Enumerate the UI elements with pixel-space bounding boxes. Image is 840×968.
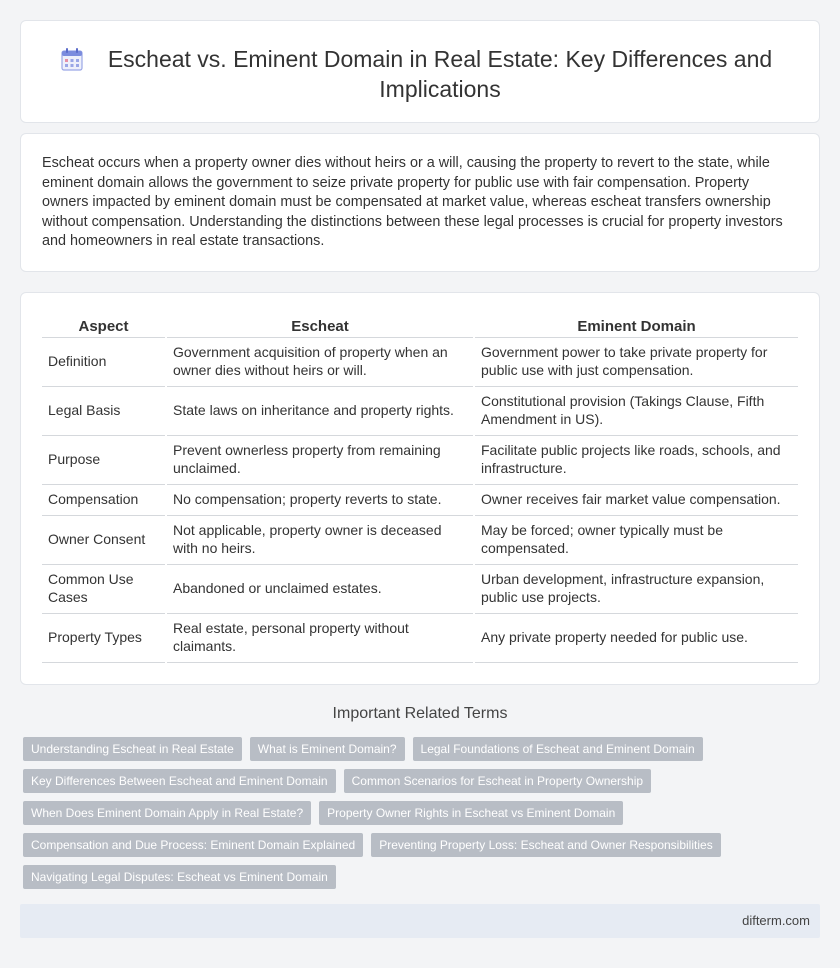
table-row <box>42 564 798 613</box>
row-eminent-domain: Government power to take private property for public use with just compensation. <box>474 337 798 386</box>
row-eminent-domain: Any private property needed for public use. <box>474 613 798 662</box>
intro-card <box>20 133 820 272</box>
row-aspect: Legal Basis <box>42 386 166 435</box>
related-terms-list <box>23 737 723 897</box>
related-term-link[interactable]: Navigating Legal Disputes: Escheat vs Eminent Domain <box>23 865 336 889</box>
related-term-link[interactable]: What is Eminent Domain? <box>250 737 405 761</box>
related-term-link[interactable]: Understanding Escheat in Real Estate <box>23 737 242 761</box>
related-term-link[interactable]: Preventing Property Loss: Escheat and Owner Responsibilities <box>371 833 721 857</box>
row-aspect: Purpose <box>42 435 166 484</box>
table-row <box>42 435 798 484</box>
related-term-link[interactable]: When Does Eminent Domain Apply in Real Estate? <box>23 801 311 825</box>
row-escheat: State laws on inheritance and property rights. <box>166 386 474 435</box>
related-term-link[interactable]: Common Scenarios for Escheat in Property Ownership <box>344 769 651 793</box>
row-eminent-domain: Owner receives fair market value compensation. <box>474 484 798 515</box>
table-header-row <box>42 317 798 337</box>
title-card <box>20 20 820 123</box>
row-aspect: Property Types <box>42 613 166 662</box>
table-row <box>42 386 798 435</box>
comparison-table <box>42 317 798 663</box>
row-escheat: Abandoned or unclaimed estates. <box>166 564 474 613</box>
row-escheat: Government acquisition of property when an owner dies without heirs or will. <box>166 337 474 386</box>
row-eminent-domain: Facilitate public projects like roads, schools, and infrastructure. <box>474 435 798 484</box>
table-row <box>42 613 798 662</box>
header-aspect: Aspect <box>42 317 166 337</box>
row-aspect: Common Use Cases <box>42 564 166 613</box>
row-escheat: Prevent ownerless property from remaining unclaimed. <box>166 435 474 484</box>
header-escheat: Escheat <box>166 317 474 337</box>
table-row <box>42 484 798 515</box>
page-title: Escheat vs. Eminent Domain in Real Estate: Key Differences and Implications <box>107 46 773 102</box>
related-term-link[interactable]: Compensation and Due Process: Eminent Domain Explained <box>23 833 363 857</box>
table-row <box>42 515 798 564</box>
row-aspect: Compensation <box>42 484 166 515</box>
table-row <box>42 337 798 386</box>
row-eminent-domain: May be forced; owner typically must be compensated. <box>474 515 798 564</box>
row-escheat: Not applicable, property owner is deceased with no heirs. <box>166 515 474 564</box>
related-term-link[interactable]: Legal Foundations of Escheat and Eminent Domain <box>413 737 703 761</box>
footer-site-link[interactable]: difterm.com <box>742 913 810 928</box>
intro-paragraph: Escheat occurs when a property owner dies without heirs or a will, causing the property to revert to the state, while eminent domain allows the government to seize private property for public use with fair compensation. Property owners impacted by eminent domain must be compensated at market value, whereas escheat transfers ownership without compensation. Understanding the distinctions between these legal processes is crucial for property investors and homeowners in real estate transactions. <box>42 155 783 250</box>
row-escheat: Real estate, personal property without claimants. <box>166 613 474 662</box>
row-aspect: Owner Consent <box>42 515 166 564</box>
footer <box>20 904 820 938</box>
row-aspect: Definition <box>42 337 166 386</box>
comparison-card <box>20 292 820 685</box>
related-terms-title: Important Related Terms <box>332 705 508 722</box>
row-escheat: No compensation; property reverts to state. <box>166 484 474 515</box>
row-eminent-domain: Urban development, infrastructure expansion, public use projects. <box>474 564 798 613</box>
related-term-link[interactable]: Property Owner Rights in Escheat vs Eminent Domain <box>319 801 623 825</box>
related-term-link[interactable]: Key Differences Between Escheat and Eminent Domain <box>23 769 336 793</box>
header-eminent-domain: Eminent Domain <box>474 317 798 337</box>
row-eminent-domain: Constitutional provision (Takings Clause, Fifth Amendment in US). <box>474 386 798 435</box>
